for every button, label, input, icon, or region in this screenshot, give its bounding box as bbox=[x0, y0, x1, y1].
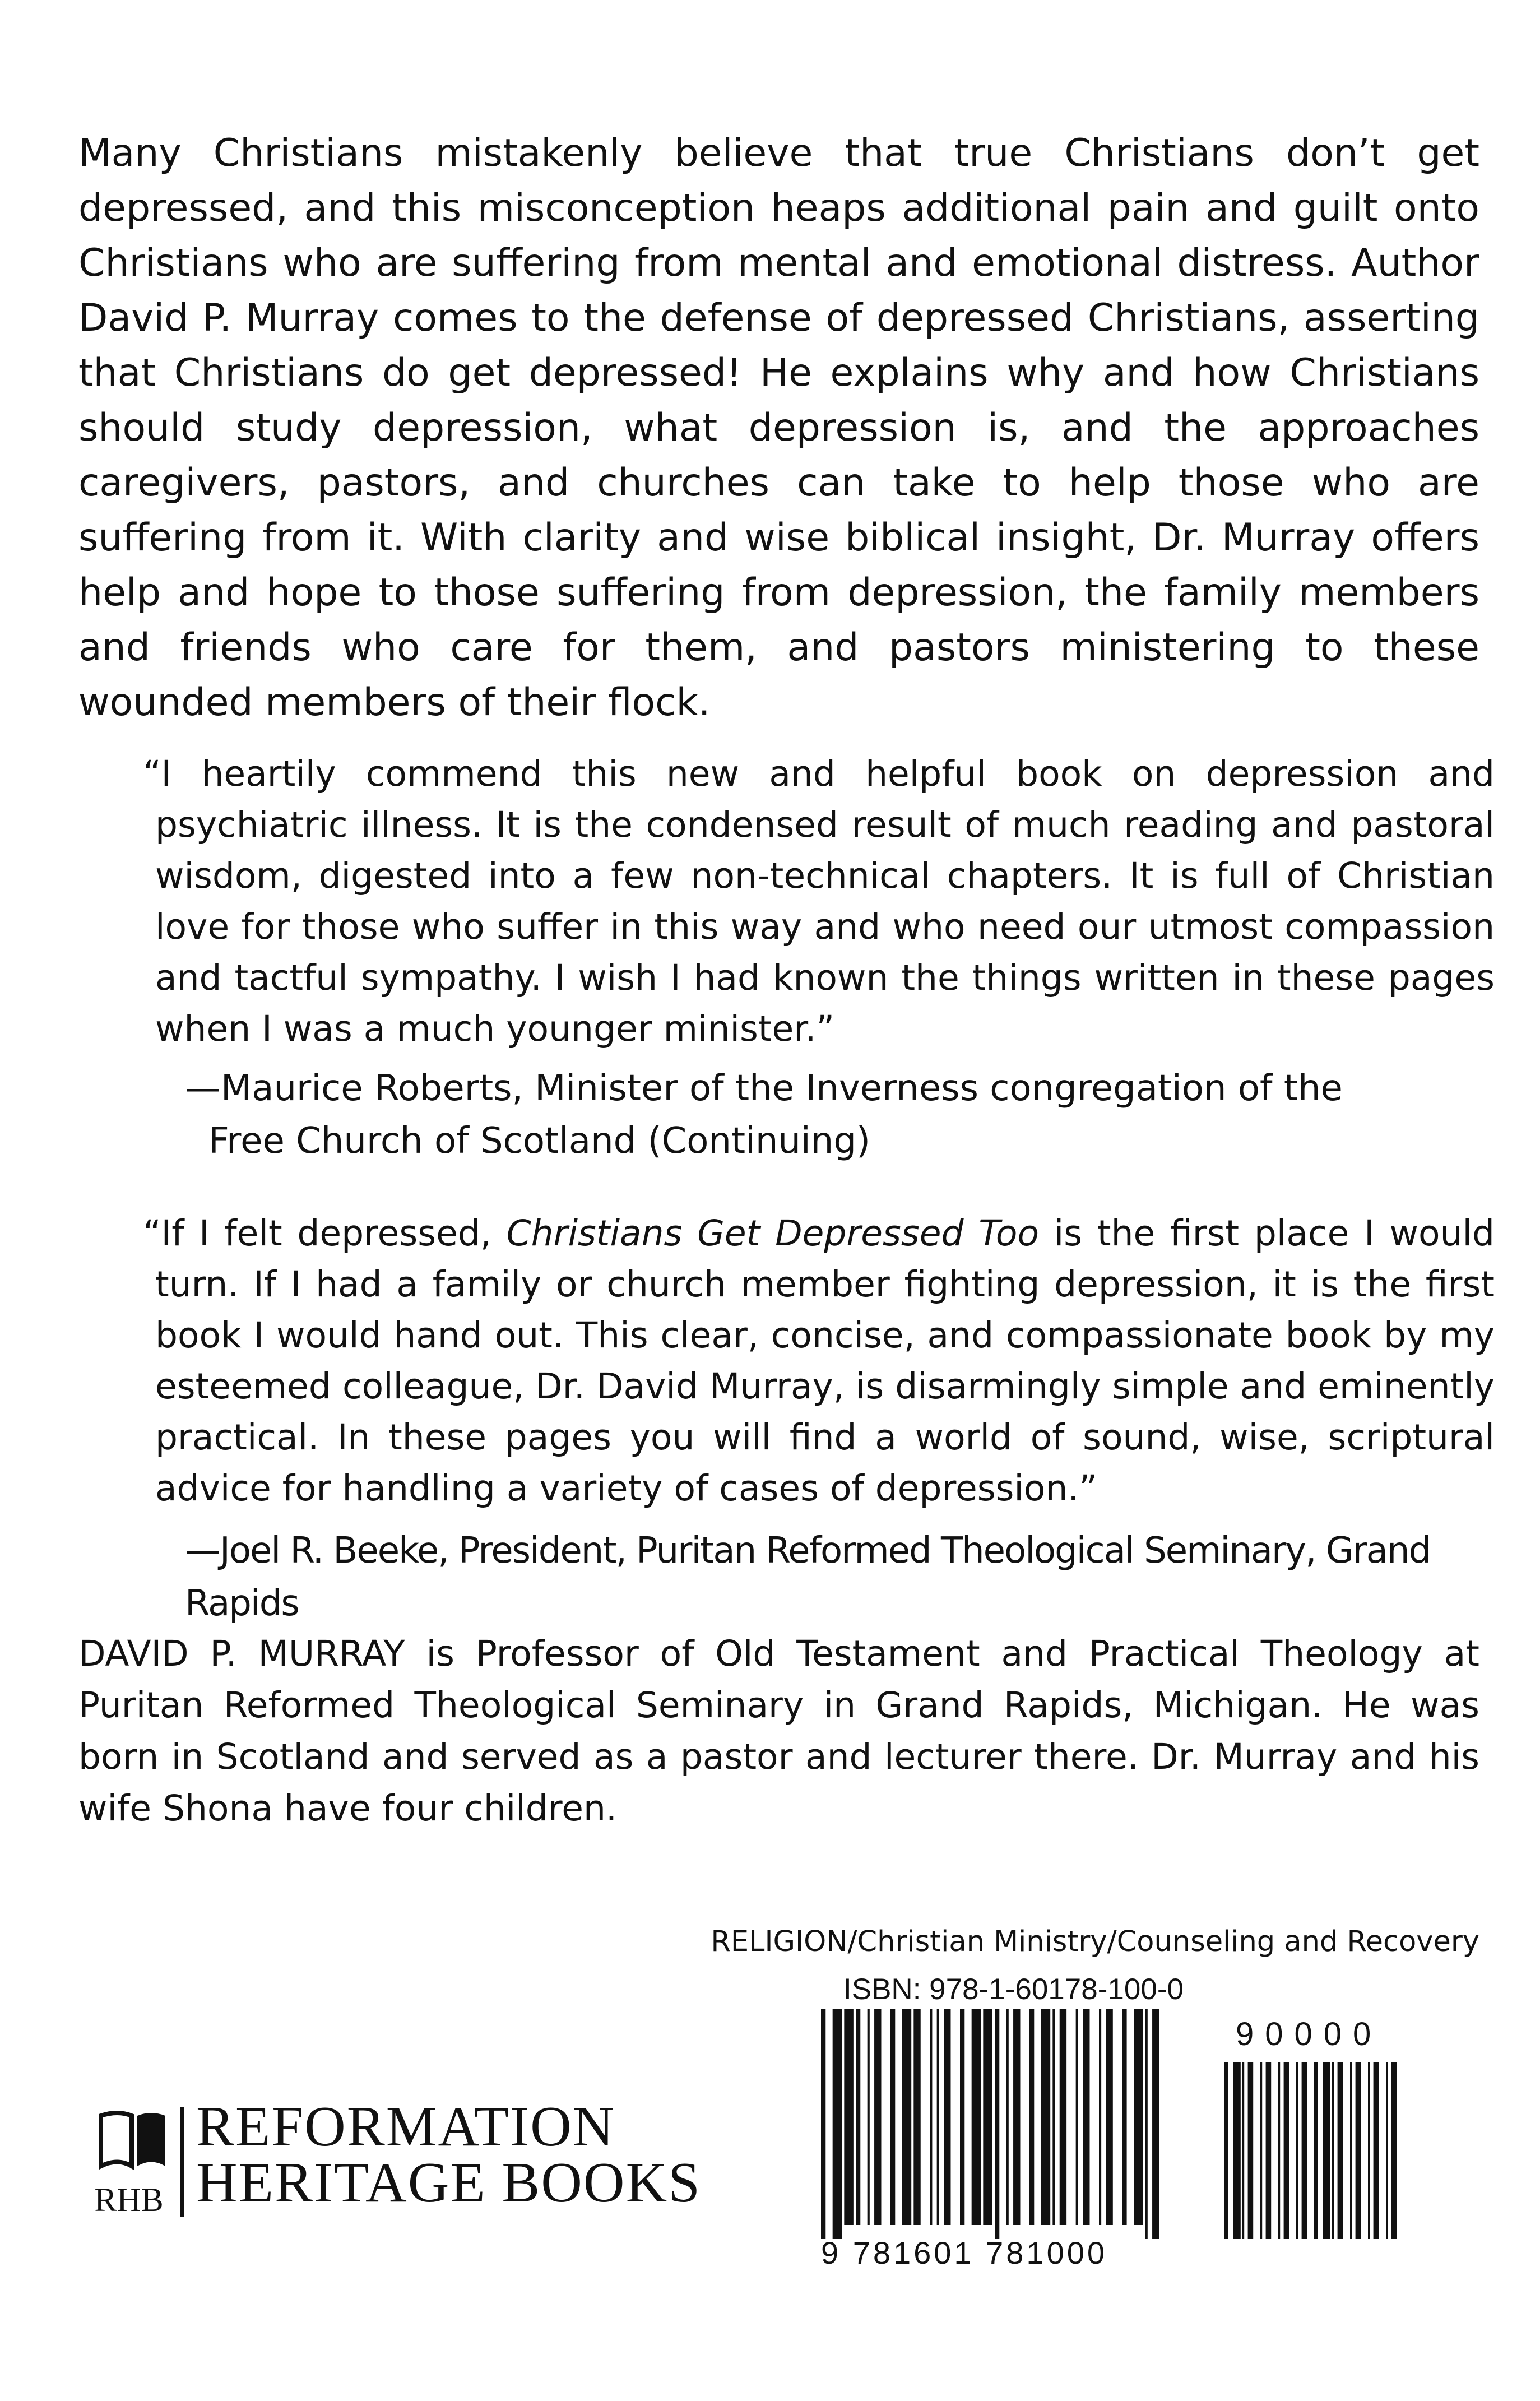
barcode-bar bbox=[944, 2009, 950, 2225]
barcode-bar bbox=[1152, 2009, 1159, 2239]
book-title-italic: Christians Get Depressed Too bbox=[506, 1213, 1040, 1254]
barcode-bar bbox=[1076, 2009, 1078, 2225]
barcode-bar bbox=[1323, 2062, 1330, 2239]
barcode-bar bbox=[1134, 2009, 1143, 2225]
barcode-bar bbox=[1083, 2009, 1089, 2225]
barcode-bar bbox=[1356, 2062, 1361, 2239]
barcode-bar bbox=[1041, 2009, 1051, 2225]
quote-text-end: is the first place I would turn. If I had a family or church member fighting depression, it is the first book I would hand out. This clear, concise, and compassionate book by my esteemed colleague, Dr. David Murray, is disarmingly simple and eminently practical. In these pages you will find a world of sound, wise, scriptural advice for handling a variety of cases of depression.” bbox=[155, 1213, 1495, 1509]
bisac-category: RELIGION/Christian Ministry/Counseling and Recovery bbox=[711, 1925, 1479, 1958]
barcode-bar bbox=[1029, 2009, 1034, 2225]
barcode-addon bbox=[1224, 2062, 1404, 2253]
barcode-bar bbox=[1224, 2062, 1228, 2239]
barcode-bar bbox=[983, 2009, 992, 2225]
barcode-bar bbox=[1233, 2062, 1241, 2239]
barcode-bar bbox=[1374, 2062, 1379, 2239]
barcode-bar bbox=[856, 2009, 860, 2225]
barcode-bar bbox=[1006, 2009, 1009, 2225]
barcode-bar bbox=[1391, 2062, 1397, 2239]
barcode-bar bbox=[1296, 2062, 1298, 2239]
endorsement-attribution-roberts: —Maurice Roberts, Minister of the Inverness congregation of the Free Church of Scotland (Continuing) bbox=[185, 1068, 1343, 1162]
barcode-bar bbox=[821, 2009, 825, 2239]
barcode-bar bbox=[1106, 2009, 1112, 2225]
barcode-bar bbox=[1314, 2062, 1318, 2239]
barcode-bar bbox=[1145, 2009, 1148, 2239]
barcode-bar bbox=[1266, 2062, 1272, 2239]
isbn-label: ISBN: 978-1-60178-100-0 bbox=[843, 1973, 1184, 2006]
barcode-bar bbox=[913, 2009, 920, 2225]
barcode-bar bbox=[1368, 2062, 1370, 2239]
publisher-name bbox=[196, 2095, 701, 2214]
barcode-digits: 9 781601 781000 bbox=[821, 2235, 1107, 2270]
barcode-bar bbox=[1284, 2062, 1289, 2239]
endorsement-attribution-beeke: —Joel R. Beeke, President, Puritan Reformed Theological Seminary, Grand Rapids bbox=[185, 1530, 1431, 1624]
barcode-bar bbox=[1099, 2009, 1101, 2225]
barcode-bar bbox=[874, 2009, 881, 2225]
barcode-bar bbox=[1278, 2062, 1280, 2239]
barcode-bar bbox=[1332, 2062, 1334, 2239]
quote-text-start: “If I felt depressed, bbox=[143, 1213, 507, 1254]
barcode-bar bbox=[1013, 2009, 1020, 2225]
endorsement-quote-roberts: “I heartily commend this new and helpful book on depression and psychiatric illness. It is the condensed result of much reading and pastoral wisdom, digested into a few non-technical chapters. It is full of Christian love for those who suffer in this way and who need our utmost compassion and tactful sympathy. I wish I had known the things written in these pages when I was a much younger minister.” bbox=[143, 753, 1495, 1049]
logo-initials: RHB bbox=[94, 2181, 164, 2218]
author-name: DAVID P. MURRAY bbox=[78, 1633, 405, 1674]
barcode-bar bbox=[1248, 2062, 1254, 2239]
barcode-bar bbox=[1350, 2062, 1352, 2239]
barcode-bar bbox=[1302, 2062, 1307, 2239]
endorsement-quote-beeke bbox=[143, 1208, 1495, 1514]
barcode-bar bbox=[937, 2009, 939, 2225]
barcode-bar bbox=[1338, 2062, 1343, 2239]
barcode-bar bbox=[902, 2009, 912, 2225]
barcode-bar bbox=[844, 2009, 854, 2225]
author-bio bbox=[78, 1628, 1479, 1834]
publisher-line-1: REFORMATION bbox=[196, 2095, 615, 2158]
barcode-bar bbox=[1260, 2062, 1262, 2239]
barcode-bar bbox=[1242, 2062, 1244, 2239]
publisher-divider bbox=[180, 2107, 184, 2217]
barcode-main bbox=[821, 2009, 1168, 2239]
barcode-bar bbox=[995, 2009, 999, 2239]
barcode-bar bbox=[960, 2009, 964, 2225]
barcode-bar bbox=[1060, 2009, 1066, 2225]
rhb-logo-icon bbox=[78, 2105, 179, 2222]
barcode-bar bbox=[930, 2009, 932, 2225]
barcode-bar bbox=[972, 2009, 981, 2225]
barcode-bar bbox=[890, 2009, 895, 2225]
barcode-bar bbox=[868, 2009, 870, 2225]
barcode-addon-digits: 90000 bbox=[1236, 2016, 1383, 2052]
barcode-bar bbox=[1122, 2009, 1126, 2225]
book-description: Many Christians mistakenly believe that true Christians don’t get depressed, and this misconception heaps additional pain and guilt onto Christians who are suffering from mental and emotional distress. Author David P. Murray comes to the defense of depressed Christians, asserting that Christians do get depressed! He explains why and how Christians should study depression, what depression is, and the approaches caregivers, pastors, and churches can take to help those who are suffering from it. With clarity and wise biblical insight, Dr. Murray offers help and hope to those suffering from depression, the family members and friends who care for them, and pastors ministering to these wounded members of their flock. bbox=[78, 131, 1479, 725]
barcode-bar bbox=[1386, 2062, 1388, 2239]
barcode-bar bbox=[833, 2009, 842, 2239]
barcode-bar bbox=[1052, 2009, 1055, 2225]
author-bio-text: is Professor of Old Testament and Practical Theology at Puritan Reformed Theological Seminary in Grand Rapids, Michigan. He was born in Scotland and served as a pastor and lecturer there. Dr. Murray and his wife Shona have four children. bbox=[78, 1633, 1479, 1829]
publisher-line-2: HERITAGE BOOKS bbox=[196, 2151, 701, 2214]
